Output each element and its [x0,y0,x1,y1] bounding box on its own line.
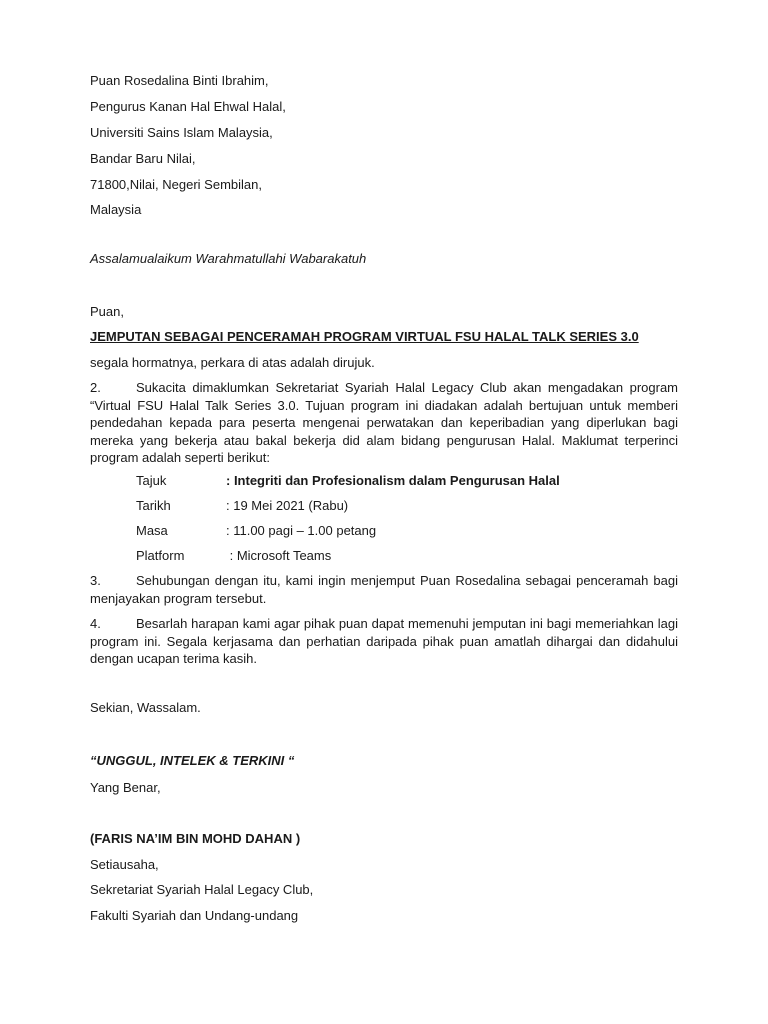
address-line-town: Bandar Baru Nilai, [90,151,196,166]
address-line-university: Universiti Sains Islam Malaysia, [90,125,273,140]
detail-value: : 11.00 pagi – 1.00 petang [226,523,377,538]
motto: “UNGGUL, INTELEK & TERKINI “ [90,753,295,768]
paragraph-4 [90,615,678,668]
yours-sincerely: Yang Benar, [90,780,161,795]
detail-label: Tajuk [136,473,167,488]
detail-label: Platform [136,548,185,563]
signatory-title: Setiausaha, [90,857,159,872]
greeting: Assalamualaikum Warahmatullahi Wabarakatuh [90,251,367,266]
detail-label: Masa [136,523,168,538]
detail-value: : Microsoft Teams [226,548,332,563]
paragraph-2-text: Sukacita dimaklumkan Sekretariat Syariah Halal Legacy Club akan mengadakan program “Virtual FSU Halal Talk Series 3.0. Tujuan program ini diadakan adalah bertujuan untuk memberi pendedahan kepada para peserta mengenai perwatakan dan keperibadian yang diperlukan bagi mereka yang bekerja atau bakal bekerja did alam bidang pengurusan Halal. Maklumat terperinci program adalah seperti berikut: [90,380,678,466]
detail-value: : Integriti dan Profesionalism dalam Pengurusan Halal [226,473,560,488]
signatory-organisation: Sekretariat Syariah Halal Legacy Club, [90,882,314,897]
letter-subject: JEMPUTAN SEBAGAI PENCERAMAH PROGRAM VIRTUAL FSU HALAL TALK SERIES 3.0 [90,329,639,344]
address-line-country: Malaysia [90,202,142,217]
paragraph-4-number: 4. [90,616,101,631]
closing: Sekian, Wassalam. [90,700,201,715]
signatory-name: (FARIS NA’IM BIN MOHD DAHAN ) [90,831,301,846]
paragraph-3 [90,572,678,607]
salutation: Puan, [90,304,124,319]
detail-label: Tarikh [136,498,171,513]
detail-row-tarikh [136,497,348,515]
address-line-name: Puan Rosedalina Binti Ibrahim, [90,73,269,88]
detail-row-platform [136,547,331,565]
paragraph-3-number: 3. [90,573,101,588]
signatory-faculty: Fakulti Syariah dan Undang-undang [90,908,299,923]
paragraph-3-text: Sehubungan dengan itu, kami ingin menjemput Puan Rosedalina sebagai penceramah bagi menjayakan program tersebut. [90,573,678,606]
detail-row-masa [136,522,376,540]
detail-row-tajuk [136,472,560,490]
paragraph-2-number: 2. [90,380,101,395]
detail-value: : 19 Mei 2021 (Rabu) [226,498,349,513]
opening-sentence: segala hormatnya, perkara di atas adalah dirujuk. [90,355,375,370]
paragraph-4-text: Besarlah harapan kami agar pihak puan dapat memenuhi jemputan ini bagi memeriahkan lagi program ini. Segala kerjasama dan perhatian daripada pihak puan amatlah dihargai dan didahului dengan ucapan terima kasih. [90,616,678,667]
address-line-position: Pengurus Kanan Hal Ehwal Halal, [90,99,286,114]
paragraph-2 [90,379,678,467]
address-line-postcode: 71800,Nilai, Negeri Sembilan, [90,177,262,192]
